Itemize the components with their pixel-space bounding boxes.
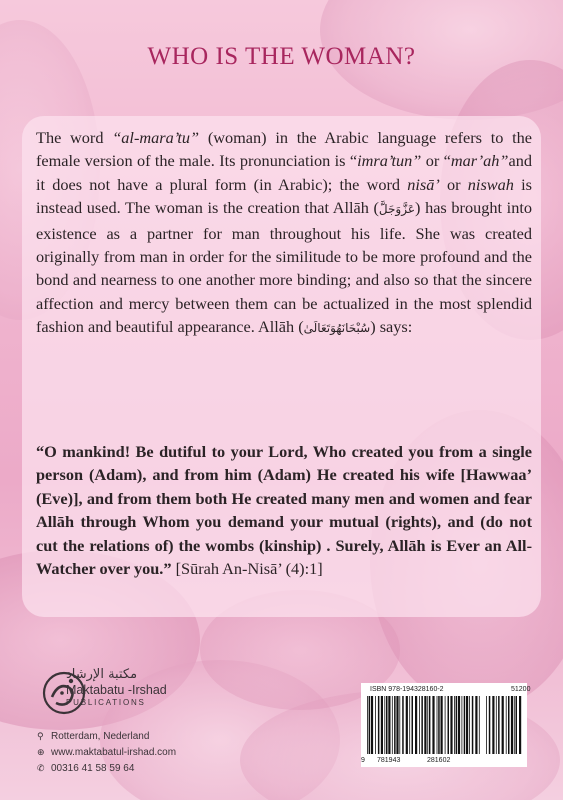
publisher-name-arabic: مكتبة الإرشاد <box>66 667 138 682</box>
barcode-bar <box>429 696 431 754</box>
barcode-bar <box>486 696 487 754</box>
barcode-bar <box>516 696 518 754</box>
barcode-bar <box>508 696 510 754</box>
barcode-bar <box>381 696 383 754</box>
barcode-bar <box>438 696 440 754</box>
contact-location <box>37 731 149 742</box>
barcode-bar <box>432 696 434 754</box>
isbn-label: ISBN 978-194328160-2 <box>370 686 444 693</box>
barcode-bar <box>412 696 414 754</box>
barcode-bar <box>371 696 373 754</box>
barcode-digits-right: 281602 <box>427 757 451 764</box>
barcode-bar <box>479 696 480 754</box>
barcode-bar <box>441 696 443 754</box>
body-text-italic: “al-mara’tu” <box>112 128 200 147</box>
price-code: 51200 <box>511 686 531 693</box>
barcode-bar <box>415 696 417 754</box>
isbn-barcode <box>367 696 481 754</box>
phone-icon: ✆ <box>37 764 45 774</box>
barcode-bar <box>445 696 446 754</box>
barcode-bar <box>519 696 521 754</box>
barcode-bar <box>472 696 474 754</box>
body-text-segment: ) has brought into existence as a partner for man throughout his life. She was created originally from man in order for the similitude to be more profound and the bond and nearness to one another more binding; and also so that the sincere affection and mercy between them can be actualized in the most splendid fashion and beautiful appearance. Allāh ( <box>36 198 532 337</box>
page-title: WHO IS THE WOMAN? <box>147 43 416 70</box>
barcode-bar <box>399 696 400 754</box>
barcode-bar <box>448 696 450 754</box>
website-text[interactable]: www.maktabatul-irshad.com <box>51 747 177 758</box>
quran-verse <box>36 440 532 580</box>
barcode-bar <box>496 696 497 754</box>
barcode-bar <box>514 696 515 754</box>
globe-icon: ⊕ <box>37 748 45 758</box>
barcode-bar <box>392 696 393 754</box>
contact-phone <box>37 763 134 774</box>
arabic-honorific: عَزَّوَجَلَّ <box>378 202 416 217</box>
barcode-bar <box>386 696 388 754</box>
barcode-bar <box>502 696 504 754</box>
body-text-italic: imra’tun” <box>357 151 422 171</box>
body-text-segment: is instead used. The woman is the creation that Allāh ( <box>36 174 532 218</box>
barcode-bar <box>421 696 423 754</box>
barcode-bar <box>388 696 390 754</box>
arabic-honorific: سُبْحَانَهُوَتَعَالَىٰ <box>303 321 371 336</box>
barcode-bar <box>378 696 380 754</box>
barcode-bar <box>406 696 408 754</box>
barcode-bar <box>466 696 468 754</box>
body-text-segment: The word <box>36 128 113 147</box>
barcode-bar <box>506 696 507 754</box>
barcode-bar <box>489 696 491 754</box>
body-text-segment: or <box>439 174 468 194</box>
barcode-bar <box>402 696 404 754</box>
phone-text: 00316 41 58 59 64 <box>51 763 135 774</box>
verse-reference: [Sūrah An-Nisā’ (4):1] <box>171 559 323 579</box>
body-text-segment: (woman) in the Arabic language refers to the female version of the male. Its pronunciation is “ <box>36 128 532 171</box>
barcode-bar <box>409 696 410 754</box>
barcode-bar <box>456 696 458 754</box>
barcode-bar <box>375 696 376 754</box>
verse-text: “O mankind! Be dutiful to your Lord, Who created you from a single person (Adam), and from him (Adam) He created his wife [Hawwaa’ (Eve)], and from them both He created many men and women and fear Allāh through Whom you demand your mutual (rights), and (do not cut the relations of) the wombs (kinship) . Surely, Allāh is Ever an All-Watcher over you.” <box>36 442 532 579</box>
barcode-bar <box>462 696 463 754</box>
body-text-italic: nisā’ <box>407 174 440 194</box>
barcode-bar <box>394 696 396 754</box>
barcode-bar <box>384 696 385 754</box>
barcode-bar <box>492 696 494 754</box>
barcode-bar <box>450 696 452 754</box>
price-barcode <box>486 696 522 754</box>
location-pin-icon: ⚲ <box>37 732 44 742</box>
barcode-bar <box>427 696 428 754</box>
barcode-bar <box>437 696 438 754</box>
publisher-name: Maktabatu -Irshad <box>66 683 167 697</box>
publisher-subtitle: PUBLICATIONS <box>66 698 146 707</box>
body-text-segment: ) says: <box>370 317 413 337</box>
barcode-bar <box>454 696 455 754</box>
barcode-bar <box>396 696 398 754</box>
barcode-bar <box>469 696 470 754</box>
barcode-bar <box>464 696 466 754</box>
barcode-bar <box>424 696 426 754</box>
barcode-bar <box>419 696 420 754</box>
location-text: Rotterdam, Nederland <box>51 731 150 742</box>
body-text-segment: or “ <box>421 151 451 171</box>
barcode-digits-left: 781943 <box>377 757 401 764</box>
body-text-italic: mar’ah” <box>450 151 509 171</box>
body-paragraph <box>36 126 532 341</box>
barcode-bar <box>498 696 500 754</box>
contact-website[interactable] <box>37 747 176 758</box>
body-text-italic: niswah <box>467 174 514 194</box>
barcode-bar <box>511 696 513 754</box>
barcode-digit-first: 9 <box>361 757 365 764</box>
body-text-segment: and it does not have a plural form (in Arabic); the word <box>36 151 532 194</box>
barcode-bar <box>458 696 460 754</box>
barcode-bar <box>475 696 477 754</box>
barcode-bar <box>367 696 368 754</box>
barcode-bar <box>369 696 371 754</box>
